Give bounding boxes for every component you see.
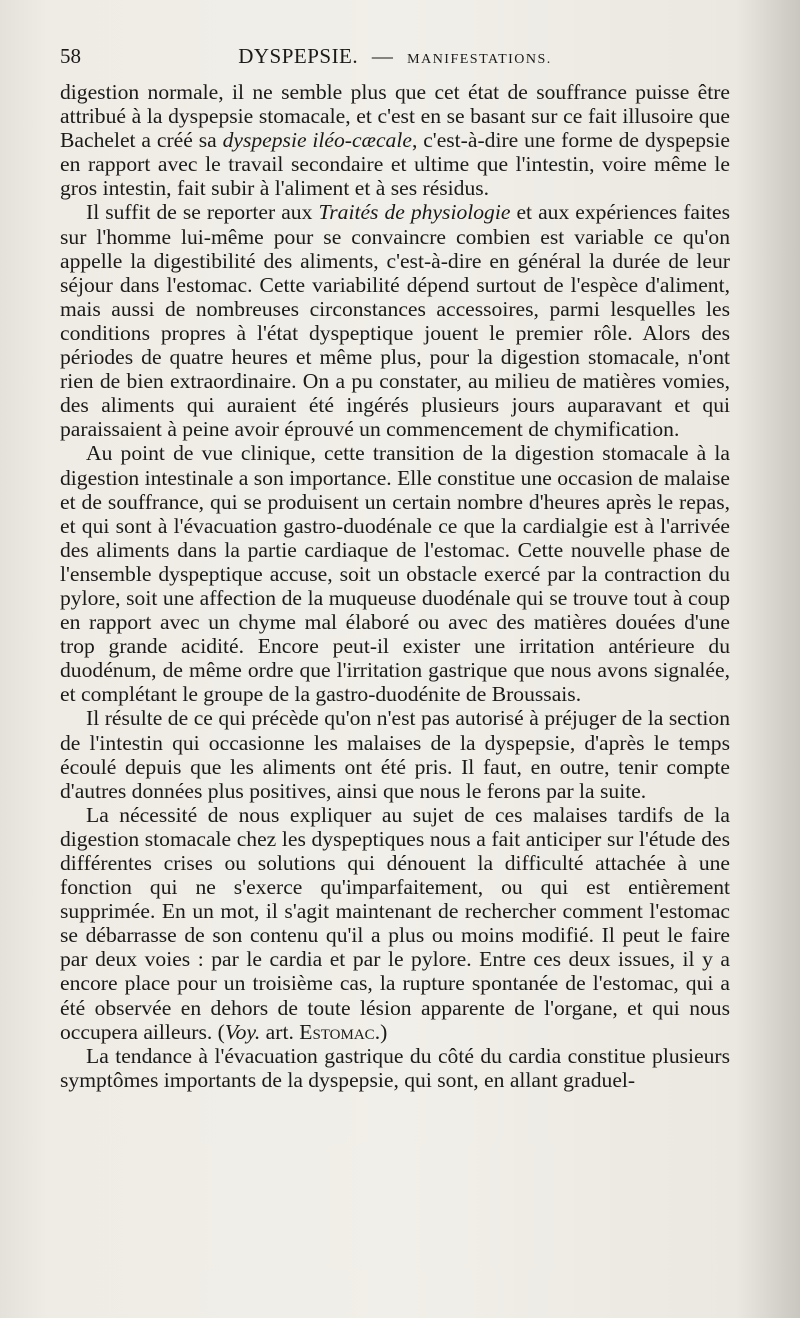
- paragraph-2-text-c: et aux expériences faites sur l'homme lui-même pour se convaincre combien est variable ce qu'on appelle la digestibilité des aliments, c'est-à-dire en général la durée de leur séjour dans l'estomac. Cette variabilité dépend surtout de l'espèce d'aliment, mais aussi de nombreuses circonstances accessoires, parmi lesquelles les conditions propres à l'état dyspeptique jouent le premier rôle. Alors des périodes de quatre heures et même plus, pour la digestion stomacale, n'ont rien de bien extraordinaire. On a pu constater, au milieu de matières vomies, des aliments qui auraient été ingérés plusieurs jours auparavant et qui paraissaient à peine avoir éprouvé un commencement de chymification.: [60, 200, 730, 442]
- paragraph-5: [60, 803, 730, 1044]
- paragraph-5-italic: Voy.: [224, 1019, 261, 1044]
- paragraph-5-smallcaps: Estomac: [299, 1019, 375, 1044]
- paragraph-4: Il résulte de ce qui précède qu'on n'est pas autorisé à préjuger de la section de l'intestin qui occasionne les malaises de la dyspepsie, d'après le temps écoulé depuis que les aliments ont été pris. Il faut, en outre, tenir compte d'autres données plus positives, ainsi que nous le ferons par la suite.: [60, 706, 730, 803]
- running-head: [60, 44, 730, 69]
- paragraph-3: Au point de vue clinique, cette transition de la digestion stomacale à la digestion intestinale a son importance. Elle constitue une occasion de malaise et de souffrance, qui se produisent un certain nombre d'heures après le repas, et qui sont à l'évacuation gastro-duodénale ce que la cardialgie est à l'arrivée des aliments dans la partie cardiaque de l'estomac. Cette nouvelle phase de l'ensemble dyspeptique accuse, soit un obstacle exercé par la contraction du pylore, soit une affection de la muqueuse duodénale qui se trouve tout à coup en rapport avec un chyme mal élaboré ou avec des matières douées d'une trop grande acidité. Encore peut-il exister une irritation antérieure du duodénum, de même ordre que l'irritation gastrique que nous avons signalée, et complétant le groupe de la gastro-duodénite de Broussais.: [60, 441, 730, 707]
- paragraph-5-text-c: art.: [260, 1019, 300, 1044]
- paragraph-1: [60, 80, 730, 200]
- running-head-separator: —: [371, 44, 394, 68]
- page-number: 58: [60, 44, 81, 68]
- paragraph-5-text-e: .): [374, 1019, 388, 1044]
- body-text: [60, 80, 730, 1092]
- page-header: [60, 44, 730, 74]
- paragraph-1-text-a: digestion normale, il ne semble plus que cet état de souffrance puisse être attribué à la dyspepsie stomacale, et c'est en se basant sur ce fait illusoire que Bachelet a créé sa: [60, 80, 730, 153]
- paragraph-2: [60, 200, 730, 441]
- paragraph-6: La tendance à l'évacuation gastrique du côté du cardia constitue plusieurs symptômes importants de la dyspepsie, qui sont, en allant graduel-: [60, 1043, 730, 1092]
- running-head-subtitle: MANIFESTATIONS.: [407, 52, 552, 67]
- paragraph-1-text-c: , c'est-à-dire une forme de dyspepsie en rapport avec le travail secondaire et ultime que l'intestin, voire même le gros intestin, fait subir à l'aliment et à ses résidus.: [60, 128, 731, 201]
- paragraph-2-text-a: Il suffit de se reporter aux: [86, 200, 319, 225]
- running-head-title: DYSPEPSIE.: [238, 44, 359, 68]
- paragraph-2-italic: Traités de physiologie: [318, 200, 511, 225]
- paragraph-1-italic: dyspepsie iléo-cæcale: [222, 128, 412, 153]
- paragraph-5-text-a: La nécessité de nous expliquer au sujet de ces malaises tardifs de la digestion stomacale chez les dyspeptiques nous a fait anticiper sur l'étude des différentes crises ou solutions qui dénouent la difficulté attachée à une fonction qui ne s'exerce qu'imparfaitement, ou qui est entièrement supprimée. En un mot, il s'agit maintenant de rechercher comment l'estomac se débarrasse de son contenu qu'il a plus ou moins modifié. Il peut le faire par deux voies : par le cardia et par le pylore. Entre ces deux issues, il y a encore place pour un troisième cas, la rupture spontanée de l'estomac, qui a été observée en dehors de toute lésion apparente de l'organe, et qui nous occupera ailleurs. (: [60, 802, 730, 1044]
